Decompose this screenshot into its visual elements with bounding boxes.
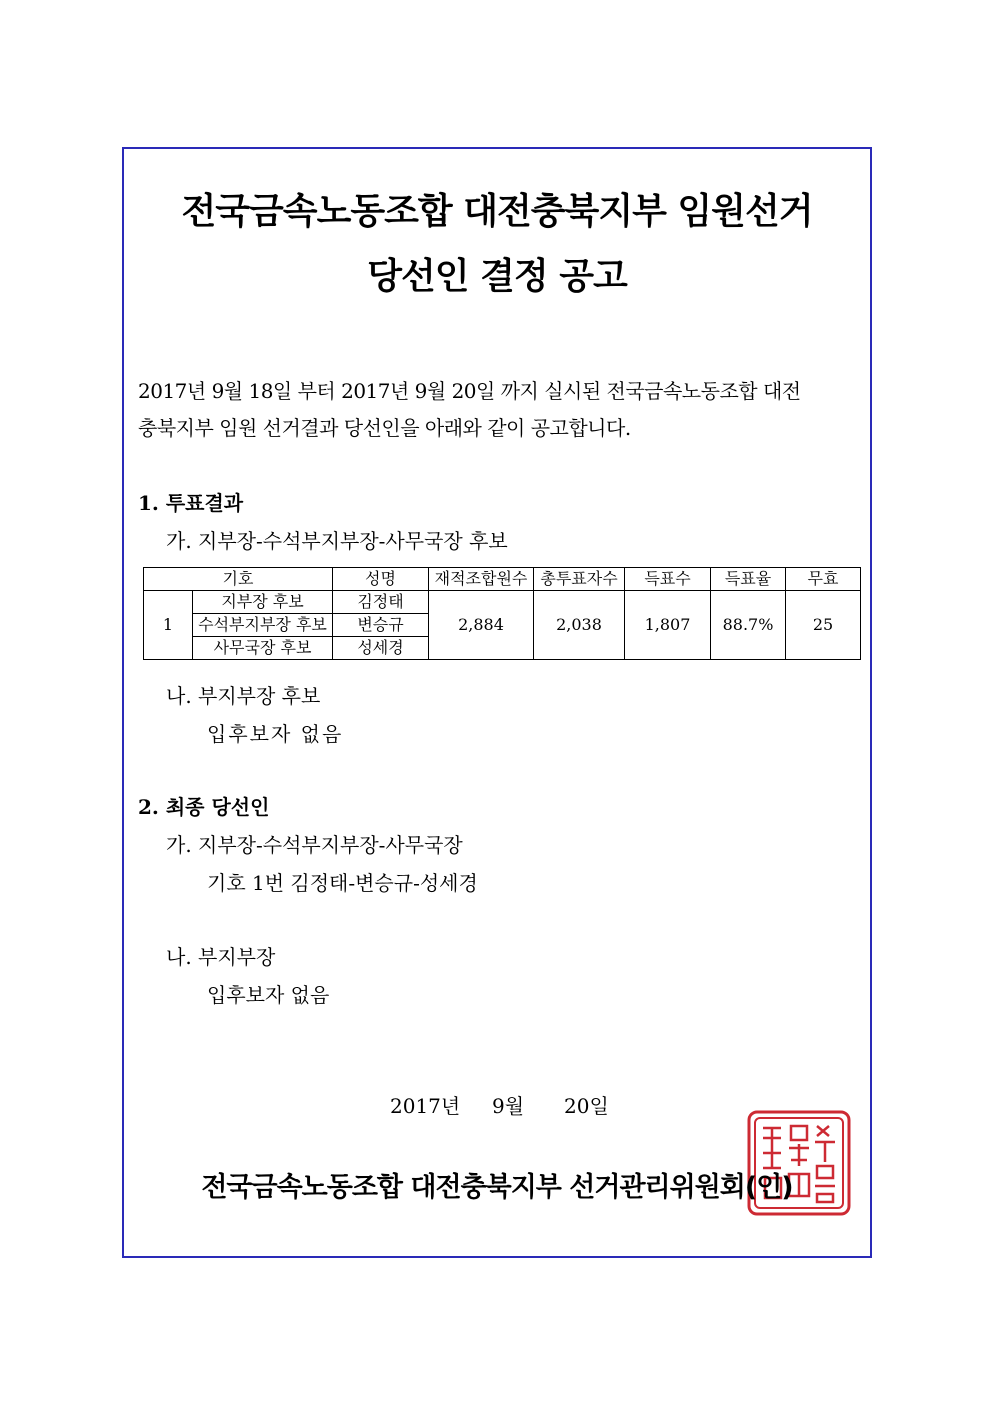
intro-text-line-1: 2017년 9월 18일 부터 2017년 9월 20일 까지 실시된 전국금속노동조합 대전: [138, 379, 801, 403]
table-header-row: [144, 568, 861, 591]
date-year: 2017년: [390, 1094, 461, 1118]
section-2-heading: 2. 최종 당선인: [138, 795, 270, 819]
total-voters-cell: 2,038: [534, 591, 625, 660]
candidate-name-cell: 성세경: [333, 637, 429, 660]
issuing-organization: 전국금속노동조합 대전충북지부 선거관리위원회(인): [201, 1172, 793, 1203]
invalid-votes-cell: 25: [786, 591, 861, 660]
section-2-subitem-a: 가. 지부장-수석부지부장-사무국장: [166, 833, 463, 857]
intro-text-line-2: 충북지부 임원 선거결과 당선인을 아래와 같이 공고합니다.: [138, 416, 631, 440]
document-title-line-1: 전국금속노동조합 대전충북지부 임원선거: [181, 191, 813, 232]
table-header-cell: 성명: [333, 568, 429, 591]
candidate-role-cell: 지부장 후보: [193, 591, 333, 614]
candidate-role-cell: 수석부지부장 후보: [193, 614, 333, 637]
table-header-cell: 득표수: [625, 568, 711, 591]
section-1-heading: 1. 투표결과: [138, 491, 244, 515]
candidate-role-cell: 사무국장 후보: [193, 637, 333, 660]
candidate-name-cell: 변승규: [333, 614, 429, 637]
section-2-subitem-a-text: 기호 1번 김정태-변승규-성세경: [207, 871, 478, 895]
date-month: 9월: [492, 1094, 525, 1118]
vote-rate-cell: 88.7%: [711, 591, 786, 660]
section-2-subitem-b: 나. 부지부장: [166, 945, 276, 969]
table-header-cell: 무효: [786, 568, 861, 591]
table-header-cell: 재적조합원수: [429, 568, 534, 591]
document-title-line-2: 당선인 결정 공고: [367, 256, 627, 297]
candidate-number-cell: 1: [144, 591, 193, 660]
section-2-subitem-b-text: 입후보자 없음: [207, 983, 330, 1007]
vote-results-table: [143, 567, 861, 660]
date-day: 20일: [564, 1094, 609, 1118]
table-header-cell: 기호: [144, 568, 333, 591]
table-row: [144, 591, 861, 614]
table-header-cell: 득표율: [711, 568, 786, 591]
section-1-subitem-a: 가. 지부장-수석부지부장-사무국장 후보: [166, 529, 508, 553]
section-1-subitem-b: 나. 부지부장 후보: [166, 684, 321, 708]
section-1-subitem-b-text: 입후보자 없음: [207, 722, 344, 746]
votes-received-cell: 1,807: [625, 591, 711, 660]
table-header-cell: 총투표자수: [534, 568, 625, 591]
registered-members-cell: 2,884: [429, 591, 534, 660]
candidate-name-cell: 김정태: [333, 591, 429, 614]
